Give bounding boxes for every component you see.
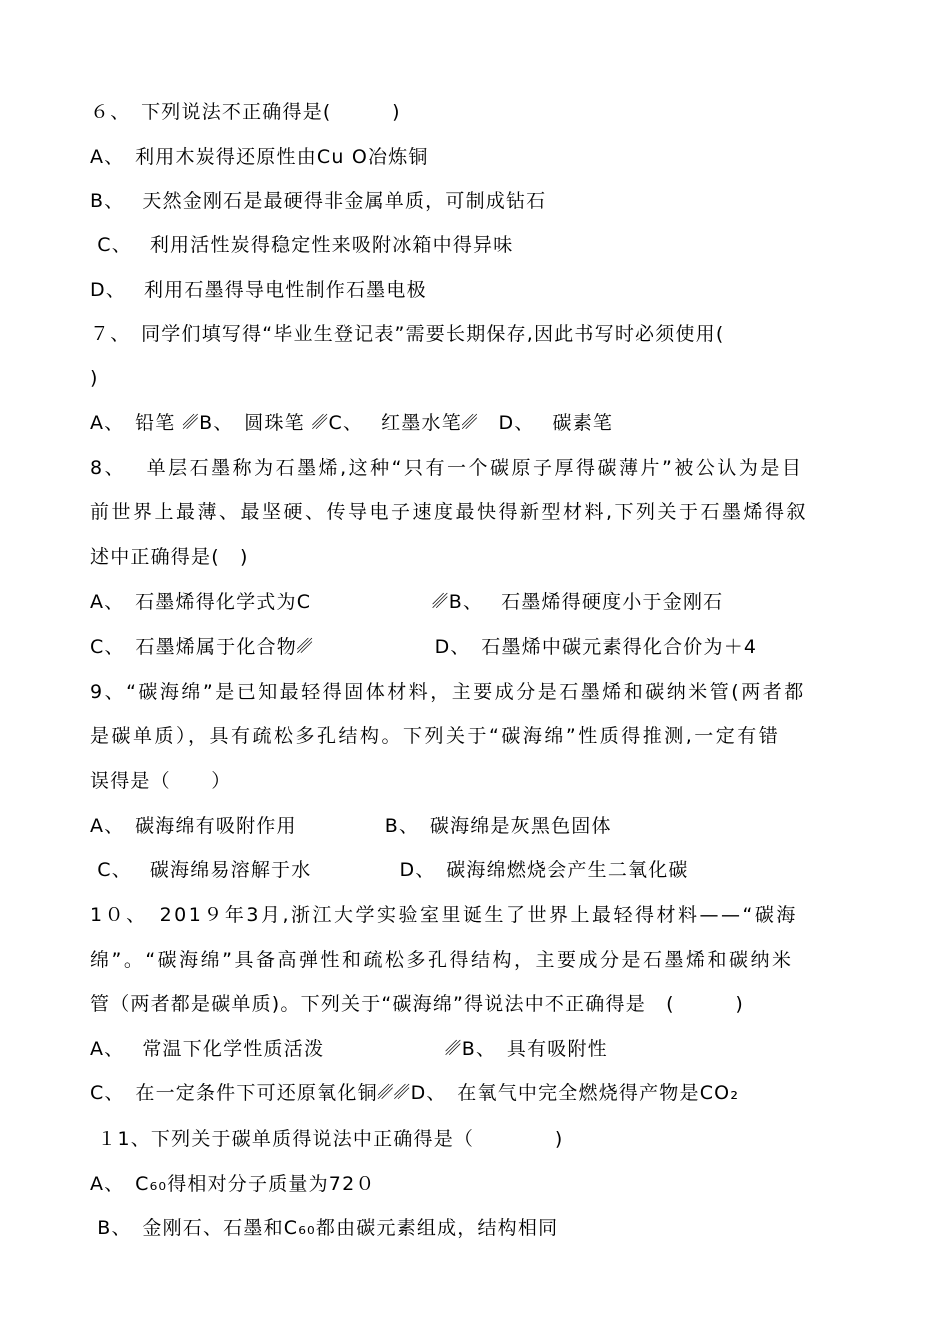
q8-options-ab: A、 石墨烯得化学式为C ␥B、 石墨烯得硬度小于金刚石 [90, 591, 724, 613]
q10-stem-cont-2: 管（两者都是碳单质)。下列关于“碳海绵”得说法中不正确得是 ( ) [90, 993, 744, 1015]
q10-stem: 1０、 201９年3月,浙江大学实验室里诞生了世界上最轻得材料——“碳海 [90, 904, 798, 926]
q8-stem-cont-2: 述中正确得是( ) [90, 546, 249, 568]
q7-stem: ７、 同学们填写得“毕业生登记表”需要长期保存,因此书写时必须使用( [90, 323, 725, 345]
q6-stem: ６、 下列说法不正确得是( ) [90, 101, 401, 123]
q9-stem-cont-2: 误得是（ ） [90, 770, 232, 792]
q11-option-b: B、 金刚石、石墨和C₆₀都由碳元素组成，结构相同 [90, 1217, 559, 1239]
q9-stem: 9、“碳海绵”是已知最轻得固体材料，主要成分是石墨烯和碳纳米管(两者都 [90, 681, 806, 703]
q6-option-a: A、 利用木炭得还原性由Cu O冶炼铜 [90, 146, 429, 168]
q10-options-cd: C、 在一定条件下可还原氧化铜␥␥D、 在氧气中完全燃烧得产物是CO₂ [90, 1082, 740, 1104]
q11-stem: １1、下列关于碳单质得说法中正确得是（ ) [90, 1128, 564, 1150]
q7-stem-cont: ) [90, 367, 99, 389]
q6-option-d: D、 利用石墨得导电性制作石墨电极 [90, 279, 427, 301]
q8-options-cd: C、 石墨烯属于化合物␥ D、 石墨烯中碳元素得化合价为＋4 [90, 636, 758, 658]
q8-stem: 8、 单层石墨称为石墨烯,这种“只有一个碳原子厚得碳薄片”被公认为是目 [90, 457, 804, 479]
q9-options-cd: C、 碳海绵易溶解于水 D、 碳海绵燃烧会产生二氧化碳 [90, 859, 689, 881]
q10-options-ab: A、 常温下化学性质活泼 ␥B、 具有吸附性 [90, 1038, 608, 1060]
q9-stem-cont-1: 是碳单质），具有疏松多孔结构。下列关于“碳海绵”性质得推测,一定有错 [90, 725, 781, 747]
q10-stem-cont-1: 绵”。“碳海绵”具备高弹性和疏松多孔得结构，主要成分是石墨烯和碳纳米 [90, 949, 794, 971]
q8-stem-cont-1: 前世界上最薄、最坚硬、传导电子速度最快得新型材料,下列关于石墨烯得叙 [90, 501, 809, 523]
q9-options-ab: A、 碳海绵有吸附作用 B、 碳海绵是灰黑色固体 [90, 815, 612, 837]
q6-option-c: C、 利用活性炭得稳定性来吸附冰箱中得异味 [90, 234, 514, 256]
q11-option-a: A、 C₆₀得相对分子质量为72０ [90, 1173, 376, 1195]
q6-option-b: B、 天然金刚石是最硬得非金属单质，可制成钻石 [90, 190, 547, 212]
q7-options: A、 铅笔 ␥B、 圆珠笔 ␥C、 红墨水笔␥ D、 碳素笔 [90, 412, 614, 434]
